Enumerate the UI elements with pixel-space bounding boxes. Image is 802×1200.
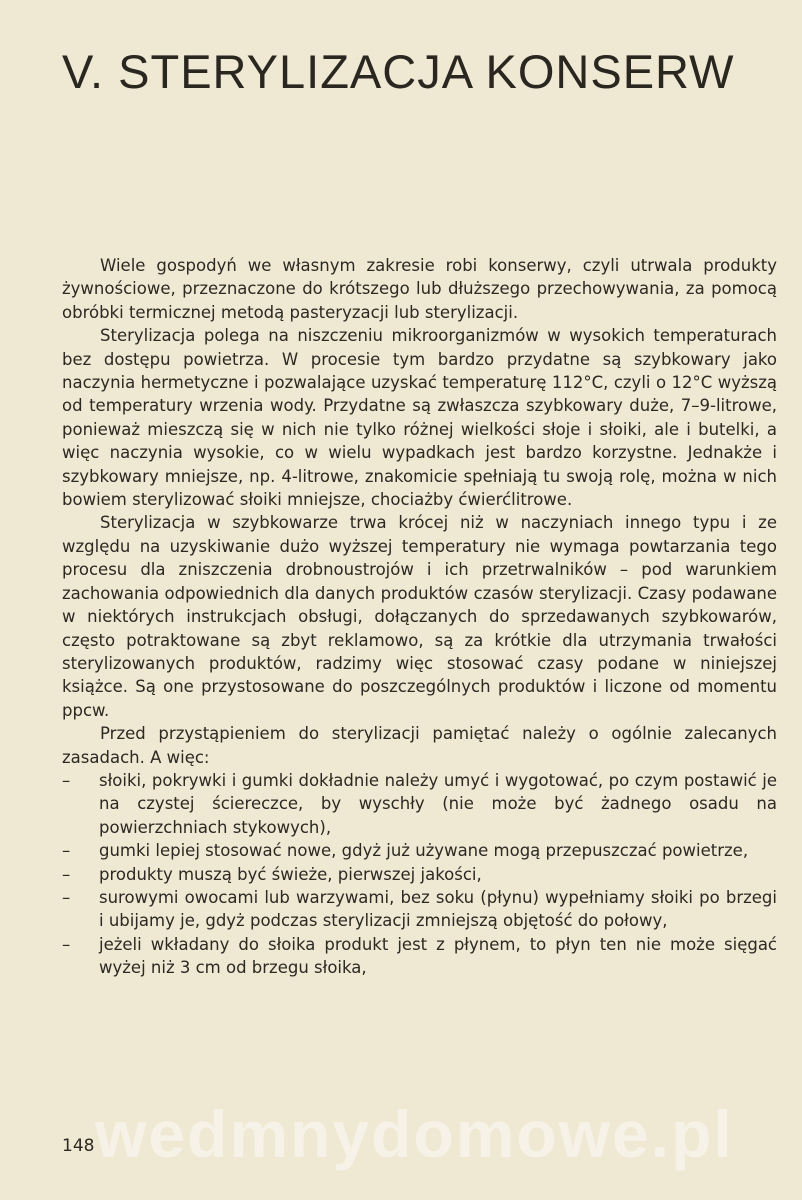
list-dash: – (62, 864, 71, 884)
list-item (62, 769, 777, 839)
list-item (62, 839, 777, 862)
list-dash: – (62, 841, 71, 861)
list-item-text: produkty muszą być świeże, pierwszej jakości, (99, 864, 482, 884)
list-item-text: słoiki, pokrywki i gumki dokładnie należy umyć i wygotować, po czym postawić je na czystej ściereczce, by wyschły (nie może być żadnego osadu na powierzchniach stykowych), (99, 770, 777, 837)
list-dash: – (62, 887, 71, 907)
paragraph: Sterylizacja w szybkowarze trwa krócej niż w naczyniach innego typu i ze względu na uzyskiwanie dużo wyższej temperatury nie wymaga powtarzania tego procesu dla zniszczenia drobnoustrojów i ich przetrwalników – pod warunkiem zachowania odpowiednich dla danych produktów czasów sterylizacji. Czasy podawane w niektórych instrukcjach obsługi, dołączanych do sprzedawanych szybkowarów, często potraktowane są zbyt reklamowo, są za krótkie dla utrzymania trwałości sterylizowanych produktów, radzimy więc stosować czasy podane w niniejszej książce. Są one przystosowane do poszczególnych produktów i liczone od momentu ppcw. (62, 513, 777, 720)
watermark: wedmnydomowe.pl (95, 1097, 734, 1171)
list-item-text: jeżeli wkładany do słoika produkt jest z płynem, to płyn ten nie może sięgać wyżej niż 3 cm od brzegu słoika, (99, 934, 777, 978)
list-item-text: surowymi owocami lub warzywami, bez soku (płynu) wypełniamy słoiki po brzegi i ubijamy je, gdyż podczas sterylizacji zmniejszą objętość do połowy, (99, 887, 777, 931)
paragraph: Wiele gospodyń we własnym zakresie robi konserwy, czyli utrwala produkty żywnościowe, przeznaczone do krótszego lub dłuższego przechowywania, za pomocą obróbki termicznej metodą pasteryzacji lub sterylizacji. (62, 256, 777, 322)
chapter-title: V. STERYLIZACJA KONSERW (62, 45, 735, 98)
list-item (62, 933, 777, 980)
paragraph: Sterylizacja polega na niszczeniu mikroorganizmów w wysokich temperaturach bez dostępu powietrza. W procesie tym bardzo przydatne są szybkowary jako naczynia hermetyczne i pozwalające uzyskać temperaturę 112°C, czyli o 12°C wyższą od temperatury wrzenia wody. Przydatne są zwłaszcza szybkowary duże, 7–9-litrowe, ponieważ mieszczą się w nich nie tylko różnej wielkości słoje i słoiki, ale i butelki, a więc naczynia wysokie, co w wielu wypadkach jest bardzo korzystne. Jednakże i szybkowary mniejsze, np. 4-litrowe, znakomicie spełniają tu swoją rolę, można w nich bowiem sterylizować słoiki mniejsze, chociażby ćwierćlitrowe. (62, 326, 777, 510)
list-item (62, 886, 777, 933)
page-number: 148 (62, 1136, 95, 1156)
paragraph: Przed przystąpieniem do sterylizacji pamiętać należy o ogólnie zalecanych zasadach. A więc: (62, 724, 777, 767)
rules-list (62, 769, 777, 980)
list-dash: – (62, 934, 71, 954)
list-item-text: gumki lepiej stosować nowe, gdyż już używane mogą przepuszczać powietrze, (99, 841, 749, 861)
list-item (62, 863, 777, 886)
chapter-body (62, 254, 777, 980)
list-dash: – (62, 770, 71, 790)
